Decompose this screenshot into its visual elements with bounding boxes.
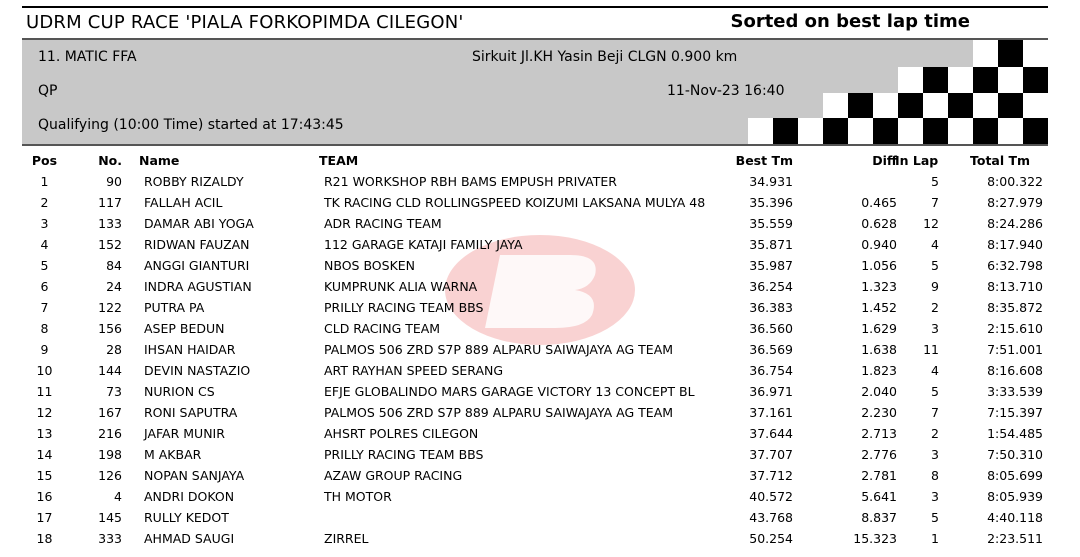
- cell-no: 24: [106, 279, 122, 294]
- cell-team: ART RAYHAN SPEED SERANG: [324, 363, 504, 378]
- cell-pos: 18: [36, 531, 53, 546]
- cell-name: NURION CS: [144, 384, 215, 399]
- cell-best: 36.569: [749, 342, 793, 357]
- cell-best: 37.712: [749, 468, 793, 483]
- cell-inlap: 8: [931, 468, 939, 483]
- cell-pos: 13: [36, 426, 53, 441]
- table-row: [22, 276, 1048, 297]
- cell-diff: 1.056: [861, 258, 897, 273]
- cell-best: 36.254: [749, 279, 793, 294]
- cell-diff: 1.323: [861, 279, 897, 294]
- cell-team: PRILLY RACING TEAM BBS: [324, 447, 484, 462]
- cell-pos: 12: [36, 405, 53, 420]
- cell-total: 8:05.699: [987, 468, 1043, 483]
- cell-name: RONI SAPUTRA: [144, 405, 238, 420]
- cell-no: 4: [114, 489, 122, 504]
- cell-no: 84: [106, 258, 122, 273]
- title-bar: [22, 6, 1048, 38]
- table-row: [22, 465, 1048, 486]
- cell-total: 7:51.001: [987, 342, 1043, 357]
- table-header: [22, 150, 1048, 171]
- cell-best: 40.572: [749, 489, 793, 504]
- cell-team: NBOS BOSKEN: [324, 258, 416, 273]
- cell-inlap: 12: [923, 216, 939, 231]
- table-row: [22, 297, 1048, 318]
- session-info-panel: [22, 38, 1048, 146]
- event-title: UDRM CUP RACE 'PIALA FORKOPIMDA CILEGON': [26, 12, 464, 33]
- table-row: [22, 255, 1048, 276]
- col-name-header: Name: [139, 153, 180, 168]
- cell-total: 4:40.118: [987, 510, 1043, 525]
- table-body: [22, 171, 1048, 549]
- session-datetime: 11-Nov-23 16:40: [667, 83, 785, 99]
- sort-note: Sorted on best lap time: [730, 11, 970, 32]
- table-row: [22, 381, 1048, 402]
- cell-no: 122: [98, 300, 122, 315]
- cell-no: 90: [106, 174, 122, 189]
- cell-total: 1:54.485: [987, 426, 1043, 441]
- cell-team: 112 GARAGE KATAJI FAMILY JAYA: [324, 237, 523, 252]
- col-total-header: Total Tm: [970, 153, 1031, 168]
- table-row: [22, 528, 1048, 549]
- session-start-info: Qualifying (10:00 Time) started at 17:43:45: [38, 117, 344, 133]
- cell-team: ADR RACING TEAM: [324, 216, 442, 231]
- cell-pos: 6: [40, 279, 49, 294]
- cell-total: 3:33.539: [987, 384, 1043, 399]
- cell-no: 216: [98, 426, 122, 441]
- cell-team: AHSRT POLRES CILEGON: [324, 426, 479, 441]
- cell-no: 152: [98, 237, 122, 252]
- cell-team: ZIRREL: [324, 531, 369, 546]
- cell-name: DAMAR ABI YOGA: [144, 216, 254, 231]
- cell-diff: 2.040: [861, 384, 897, 399]
- cell-name: RIDWAN FAUZAN: [144, 237, 250, 252]
- cell-team: KUMPRUNK ALIA WARNA: [324, 279, 478, 294]
- cell-no: 145: [98, 510, 122, 525]
- cell-name: IHSAN HAIDAR: [144, 342, 236, 357]
- cell-total: 8:13.710: [987, 279, 1043, 294]
- cell-diff: 0.940: [861, 237, 897, 252]
- cell-inlap: 9: [931, 279, 939, 294]
- cell-pos: 16: [36, 489, 53, 504]
- cell-total: 2:15.610: [987, 321, 1043, 336]
- cell-inlap: 7: [931, 405, 939, 420]
- cell-name: NOPAN SANJAYA: [144, 468, 245, 483]
- cell-name: ROBBY RIZALDY: [144, 174, 244, 189]
- cell-total: 8:35.872: [987, 300, 1043, 315]
- cell-diff: 1.629: [861, 321, 897, 336]
- cell-inlap: 4: [931, 363, 939, 378]
- checkered-flag-graphic: [748, 40, 1048, 144]
- cell-pos: 10: [36, 363, 53, 378]
- cell-total: 7:15.397: [987, 405, 1043, 420]
- cell-pos: 3: [40, 216, 49, 231]
- cell-best: 36.560: [749, 321, 793, 336]
- cell-team: TH MOTOR: [324, 489, 392, 504]
- cell-diff: 1.823: [861, 363, 897, 378]
- cell-diff: 1.452: [861, 300, 897, 315]
- table-row: [22, 171, 1048, 192]
- cell-inlap: 5: [931, 384, 939, 399]
- cell-name: ANGGI GIANTURI: [144, 258, 250, 273]
- cell-inlap: 11: [923, 342, 939, 357]
- cell-diff: 5.641: [861, 489, 897, 504]
- cell-name: JAFAR MUNIR: [144, 426, 225, 441]
- cell-pos: 17: [36, 510, 53, 525]
- cell-team: CLD RACING TEAM: [324, 321, 441, 336]
- cell-pos: 11: [36, 384, 53, 399]
- cell-diff: 2.781: [861, 468, 897, 483]
- cell-inlap: 5: [931, 258, 939, 273]
- col-pos-header: Pos: [31, 153, 58, 168]
- class-name: 11. MATIC FFA: [38, 49, 137, 65]
- table-row: [22, 423, 1048, 444]
- cell-best: 36.383: [749, 300, 793, 315]
- col-team-header: TEAM: [319, 153, 359, 168]
- cell-no: 126: [98, 468, 122, 483]
- col-inlap-header: In Lap: [895, 153, 939, 168]
- cell-team: PALMOS 506 ZRD S7P 889 ALPARU SAIWAJAYA AG TEAM: [324, 405, 674, 420]
- cell-inlap: 5: [931, 510, 939, 525]
- cell-total: 8:17.940: [987, 237, 1043, 252]
- cell-total: 2:23.511: [987, 531, 1043, 546]
- cell-best: 50.254: [749, 531, 793, 546]
- cell-inlap: 2: [931, 300, 939, 315]
- cell-diff: 1.638: [861, 342, 897, 357]
- cell-no: 198: [98, 447, 122, 462]
- cell-inlap: 5: [931, 174, 939, 189]
- cell-inlap: 4: [931, 237, 939, 252]
- cell-inlap: 3: [931, 321, 939, 336]
- cell-total: 8:16.608: [987, 363, 1043, 378]
- cell-total: 7:50.310: [987, 447, 1043, 462]
- table-row: [22, 213, 1048, 234]
- cell-best: 35.559: [749, 216, 793, 231]
- cell-best: 34.931: [749, 174, 793, 189]
- cell-diff: 8.837: [861, 510, 897, 525]
- results-table: [22, 150, 1048, 549]
- table-row: [22, 234, 1048, 255]
- cell-inlap: 3: [931, 447, 939, 462]
- table-row: [22, 444, 1048, 465]
- cell-pos: 1: [40, 174, 49, 189]
- cell-pos: 14: [36, 447, 53, 462]
- cell-no: 144: [98, 363, 122, 378]
- cell-team: EFJE GLOBALINDO MARS GARAGE VICTORY 13 CONCEPT BL: [324, 384, 695, 399]
- circuit-name: Sirkuit Jl.KH Yasin Beji CLGN 0.900 km: [472, 49, 738, 65]
- table-row: [22, 318, 1048, 339]
- cell-no: 167: [98, 405, 122, 420]
- cell-diff: 2.776: [861, 447, 897, 462]
- cell-best: 37.161: [749, 405, 793, 420]
- cell-team: TK RACING CLD ROLLINGSPEED KOIZUMI LAKSANA MULYA 48: [324, 195, 706, 210]
- cell-best: 35.396: [749, 195, 793, 210]
- col-no-header: No.: [98, 153, 122, 168]
- cell-team: R21 WORKSHOP RBH BAMS EMPUSH PRIVATER: [324, 174, 617, 189]
- cell-name: INDRA AGUSTIAN: [144, 279, 252, 294]
- cell-no: 333: [98, 531, 122, 546]
- session-type: QP: [38, 83, 58, 99]
- cell-pos: 7: [40, 300, 49, 315]
- table-row: [22, 339, 1048, 360]
- cell-best: 37.644: [749, 426, 793, 441]
- cell-name: AHMAD SAUGI: [144, 531, 235, 546]
- cell-diff: 15.323: [853, 531, 897, 546]
- cell-name: FALLAH ACIL: [144, 195, 223, 210]
- cell-inlap: 2: [931, 426, 939, 441]
- cell-name: DEVIN NASTAZIO: [144, 363, 251, 378]
- table-row: [22, 192, 1048, 213]
- table-row: [22, 507, 1048, 528]
- cell-pos: 8: [40, 321, 49, 336]
- cell-pos: 15: [36, 468, 53, 483]
- cell-diff: 0.628: [861, 216, 897, 231]
- cell-team: PRILLY RACING TEAM BBS: [324, 300, 484, 315]
- cell-diff: 0.465: [861, 195, 897, 210]
- cell-total: 8:24.286: [987, 216, 1043, 231]
- cell-name: ASEP BEDUN: [144, 321, 225, 336]
- col-best-header: Best Tm: [735, 153, 793, 168]
- cell-no: 117: [98, 195, 122, 210]
- cell-name: RULLY KEDOT: [144, 510, 229, 525]
- cell-name: PUTRA PA: [144, 300, 205, 315]
- table-row: [22, 486, 1048, 507]
- cell-best: 35.987: [749, 258, 793, 273]
- cell-pos: 9: [40, 342, 49, 357]
- table-row: [22, 360, 1048, 381]
- cell-best: 35.871: [749, 237, 793, 252]
- cell-diff: 2.713: [861, 426, 897, 441]
- cell-inlap: 3: [931, 489, 939, 504]
- cell-total: 6:32.798: [987, 258, 1043, 273]
- cell-best: 36.971: [749, 384, 793, 399]
- col-diff-header: Diff: [872, 153, 897, 168]
- cell-best: 36.754: [749, 363, 793, 378]
- cell-no: 133: [98, 216, 122, 231]
- cell-best: 43.768: [749, 510, 793, 525]
- cell-pos: 4: [40, 237, 49, 252]
- cell-name: ANDRI DOKON: [144, 489, 235, 504]
- cell-total: 8:00.322: [987, 174, 1043, 189]
- cell-name: M AKBAR: [144, 447, 202, 462]
- cell-total: 8:27.979: [987, 195, 1043, 210]
- cell-pos: 2: [40, 195, 49, 210]
- cell-team: AZAW GROUP RACING: [324, 468, 463, 483]
- table-row: [22, 402, 1048, 423]
- cell-best: 37.707: [749, 447, 793, 462]
- cell-no: 156: [98, 321, 122, 336]
- cell-no: 28: [106, 342, 122, 357]
- cell-inlap: 1: [931, 531, 939, 546]
- cell-team: PALMOS 506 ZRD S7P 889 ALPARU SAIWAJAYA AG TEAM: [324, 342, 674, 357]
- cell-pos: 5: [40, 258, 49, 273]
- cell-inlap: 7: [931, 195, 939, 210]
- cell-total: 8:05.939: [987, 489, 1043, 504]
- cell-no: 73: [106, 384, 122, 399]
- cell-diff: 2.230: [861, 405, 897, 420]
